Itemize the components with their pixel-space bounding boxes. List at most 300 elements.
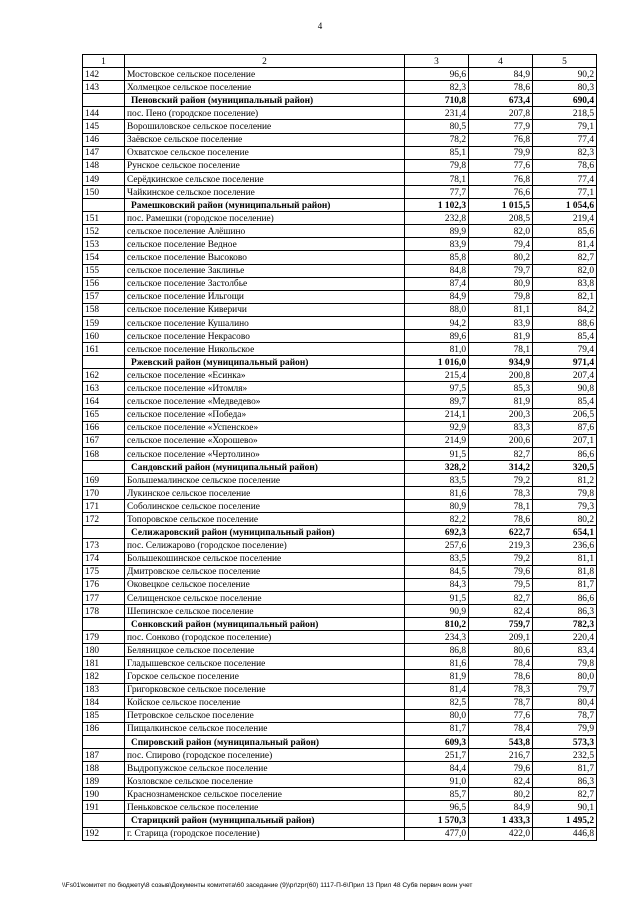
row-value-col5-cell: 87,6	[533, 421, 597, 434]
row-name-cell: Сонковский район (муниципальный район)	[125, 618, 405, 631]
row-number-cell: 143	[83, 81, 125, 94]
row-name-cell: пос. Рамешки (городское поселение)	[125, 212, 405, 225]
row-number-cell: 162	[83, 369, 125, 382]
row-number-cell: 191	[83, 801, 125, 814]
row-name-cell: пос. Сонково (городское поселение)	[125, 631, 405, 644]
row-name-cell: сельское поселение «Успенское»	[125, 421, 405, 434]
table-row	[83, 801, 597, 814]
row-name-cell: сельское поселение «Медведево»	[125, 395, 405, 408]
row-name-cell: сельское поселение Застолбье	[125, 277, 405, 290]
row-value-col3-cell: 78,1	[405, 172, 469, 185]
table-row	[83, 277, 597, 290]
row-value-col5-cell: 79,9	[533, 722, 597, 735]
district-row	[83, 460, 597, 473]
row-number-cell: 147	[83, 146, 125, 159]
row-value-col3-cell: 1 570,3	[405, 814, 469, 827]
row-value-col3-cell: 81,4	[405, 683, 469, 696]
row-value-col5-cell: 81,4	[533, 238, 597, 251]
row-value-col4-cell: 78,7	[469, 696, 533, 709]
row-value-col3-cell: 80,9	[405, 500, 469, 513]
row-value-col4-cell: 82,0	[469, 225, 533, 238]
subsidy-table	[82, 54, 597, 841]
row-number-cell: 177	[83, 591, 125, 604]
table-row	[83, 185, 597, 198]
row-value-col4-cell: 79,2	[469, 474, 533, 487]
row-number-cell: 146	[83, 133, 125, 146]
table-row	[83, 722, 597, 735]
row-name-cell: Заёвское сельское поселение	[125, 133, 405, 146]
row-value-col3-cell: 609,3	[405, 735, 469, 748]
table-row	[83, 762, 597, 775]
row-number-cell: 142	[83, 68, 125, 81]
row-value-col4-cell: 79,4	[469, 238, 533, 251]
district-row	[83, 735, 597, 748]
row-value-col3-cell: 87,4	[405, 277, 469, 290]
row-number-cell: 157	[83, 290, 125, 303]
row-number-cell: 155	[83, 264, 125, 277]
page-number: 4	[317, 21, 323, 31]
row-value-col4-cell: 1 015,5	[469, 199, 533, 212]
table-row	[83, 552, 597, 565]
row-value-col5-cell: 86,6	[533, 447, 597, 460]
row-value-col5-cell: 90,1	[533, 801, 597, 814]
row-value-col5-cell: 82,0	[533, 264, 597, 277]
row-value-col4-cell: 78,6	[469, 670, 533, 683]
table-row	[83, 421, 597, 434]
row-value-col5-cell: 236,6	[533, 539, 597, 552]
table-row	[83, 369, 597, 382]
row-value-col3-cell: 82,2	[405, 513, 469, 526]
row-value-col5-cell: 79,7	[533, 683, 597, 696]
row-value-col3-cell: 328,2	[405, 460, 469, 473]
row-value-col3-cell: 692,3	[405, 526, 469, 539]
row-value-col4-cell: 76,8	[469, 172, 533, 185]
row-name-cell: сельское поселение Ильгощи	[125, 290, 405, 303]
row-value-col5-cell: 86,6	[533, 591, 597, 604]
row-value-col4-cell: 78,1	[469, 500, 533, 513]
row-name-cell: Лукинское сельское поселение	[125, 487, 405, 500]
row-value-col3-cell: 96,6	[405, 68, 469, 81]
row-value-col4-cell: 208,5	[469, 212, 533, 225]
table-row	[83, 329, 597, 342]
row-number-cell: 178	[83, 604, 125, 617]
row-number-cell: 172	[83, 513, 125, 526]
row-value-col4-cell: 673,4	[469, 94, 533, 107]
row-name-cell: сельское поселение «Победа»	[125, 408, 405, 421]
table-row	[83, 68, 597, 81]
header-cell-col5: 5	[533, 55, 597, 68]
row-value-col3-cell: 90,9	[405, 604, 469, 617]
row-number-cell: 168	[83, 447, 125, 460]
header-cell-name: 2	[125, 55, 405, 68]
row-number-cell: 185	[83, 709, 125, 722]
table-row	[83, 107, 597, 120]
row-number-cell: 164	[83, 395, 125, 408]
row-name-cell: Пеновский район (муниципальный район)	[125, 94, 405, 107]
row-value-col3-cell: 83,5	[405, 552, 469, 565]
row-value-col3-cell: 92,9	[405, 421, 469, 434]
row-value-col4-cell: 79,2	[469, 552, 533, 565]
row-number-cell: 149	[83, 172, 125, 185]
row-value-col5-cell: 84,2	[533, 303, 597, 316]
row-value-col3-cell: 91,0	[405, 775, 469, 788]
row-number-cell: 182	[83, 670, 125, 683]
table-row	[83, 251, 597, 264]
row-value-col3-cell: 251,7	[405, 748, 469, 761]
table-row	[83, 225, 597, 238]
row-value-col3-cell: 85,1	[405, 146, 469, 159]
row-value-col5-cell: 1 054,6	[533, 199, 597, 212]
row-name-cell: Горское сельское поселение	[125, 670, 405, 683]
table-row	[83, 159, 597, 172]
row-value-col5-cell: 77,1	[533, 185, 597, 198]
row-value-col3-cell: 710,8	[405, 94, 469, 107]
table-row	[83, 696, 597, 709]
table-row	[83, 81, 597, 94]
row-value-col3-cell: 84,3	[405, 578, 469, 591]
row-number-cell	[83, 199, 125, 212]
row-value-col5-cell: 78,6	[533, 159, 597, 172]
row-value-col3-cell: 214,1	[405, 408, 469, 421]
row-value-col5-cell: 81,2	[533, 474, 597, 487]
table-row	[83, 303, 597, 316]
row-number-cell: 161	[83, 343, 125, 356]
row-value-col3-cell: 214,9	[405, 434, 469, 447]
table-row	[83, 120, 597, 133]
table-row	[83, 788, 597, 801]
row-value-col4-cell: 82,7	[469, 591, 533, 604]
row-number-cell: 148	[83, 159, 125, 172]
row-value-col3-cell: 81,6	[405, 657, 469, 670]
row-name-cell: сельское поселение Некрасово	[125, 329, 405, 342]
row-value-col4-cell: 79,9	[469, 146, 533, 159]
row-value-col5-cell: 82,1	[533, 290, 597, 303]
row-value-col5-cell: 80,4	[533, 696, 597, 709]
row-value-col4-cell: 76,8	[469, 133, 533, 146]
table-row	[83, 146, 597, 159]
row-number-cell	[83, 618, 125, 631]
row-value-col4-cell: 622,7	[469, 526, 533, 539]
row-value-col4-cell: 78,1	[469, 343, 533, 356]
row-value-col3-cell: 215,4	[405, 369, 469, 382]
table-row	[83, 591, 597, 604]
row-number-cell: 167	[83, 434, 125, 447]
table-row	[83, 395, 597, 408]
row-name-cell: пос. Селижарово (городское поселение)	[125, 539, 405, 552]
row-name-cell: сельское поселение «Чертолино»	[125, 447, 405, 460]
row-value-col3-cell: 81,9	[405, 670, 469, 683]
district-row	[83, 618, 597, 631]
row-value-col4-cell: 78,3	[469, 683, 533, 696]
row-number-cell: 179	[83, 631, 125, 644]
row-value-col4-cell: 84,9	[469, 801, 533, 814]
row-value-col3-cell: 89,9	[405, 225, 469, 238]
table-row	[83, 748, 597, 761]
row-value-col4-cell: 82,7	[469, 447, 533, 460]
row-number-cell: 151	[83, 212, 125, 225]
row-name-cell: Селижаровский район (муниципальный район)	[125, 526, 405, 539]
table-row	[83, 683, 597, 696]
row-number-cell: 158	[83, 303, 125, 316]
row-value-col4-cell: 78,3	[469, 487, 533, 500]
row-number-cell: 150	[83, 185, 125, 198]
row-name-cell: Серёдкинское сельское поселение	[125, 172, 405, 185]
row-value-col4-cell: 78,6	[469, 81, 533, 94]
row-number-cell: 166	[83, 421, 125, 434]
table-row	[83, 565, 597, 578]
row-name-cell: Григорковское сельское поселение	[125, 683, 405, 696]
table-row	[83, 487, 597, 500]
header-cell-number: 1	[83, 55, 125, 68]
row-name-cell: сельское поселение Высоково	[125, 251, 405, 264]
table-row	[83, 709, 597, 722]
row-value-col4-cell: 80,9	[469, 277, 533, 290]
row-value-col5-cell: 1 495,2	[533, 814, 597, 827]
row-name-cell: Пеньковское сельское поселение	[125, 801, 405, 814]
district-row	[83, 356, 597, 369]
row-value-col3-cell: 91,5	[405, 591, 469, 604]
row-name-cell: сельское поселение «Хорошево»	[125, 434, 405, 447]
row-value-col4-cell: 81,9	[469, 329, 533, 342]
row-number-cell: 187	[83, 748, 125, 761]
row-value-col3-cell: 1 102,3	[405, 199, 469, 212]
row-name-cell: Гладышевское сельское поселение	[125, 657, 405, 670]
row-number-cell	[83, 814, 125, 827]
row-number-cell: 176	[83, 578, 125, 591]
row-number-cell: 160	[83, 329, 125, 342]
row-number-cell: 181	[83, 657, 125, 670]
row-value-col5-cell: 83,8	[533, 277, 597, 290]
row-value-col5-cell: 81,8	[533, 565, 597, 578]
row-name-cell: сельское поселение «Есинка»	[125, 369, 405, 382]
row-name-cell: пос. Спирово (городское поселение)	[125, 748, 405, 761]
row-value-col5-cell: 220,4	[533, 631, 597, 644]
row-number-cell: 169	[83, 474, 125, 487]
row-value-col4-cell: 314,2	[469, 460, 533, 473]
row-value-col4-cell: 79,6	[469, 762, 533, 775]
row-value-col4-cell: 200,6	[469, 434, 533, 447]
row-number-cell: 154	[83, 251, 125, 264]
row-name-cell: сельское поселение Никольское	[125, 343, 405, 356]
row-value-col3-cell: 77,7	[405, 185, 469, 198]
row-value-col4-cell: 82,4	[469, 604, 533, 617]
row-value-col4-cell: 207,8	[469, 107, 533, 120]
row-name-cell: Ржевский район (муниципальный район)	[125, 356, 405, 369]
table-header-row	[83, 55, 597, 68]
row-value-col5-cell: 79,1	[533, 120, 597, 133]
row-value-col4-cell: 934,9	[469, 356, 533, 369]
table-row	[83, 500, 597, 513]
row-value-col4-cell: 200,8	[469, 369, 533, 382]
row-value-col3-cell: 82,3	[405, 81, 469, 94]
row-name-cell: Селищенское сельское поселение	[125, 591, 405, 604]
row-value-col4-cell: 216,7	[469, 748, 533, 761]
row-value-col4-cell: 78,6	[469, 513, 533, 526]
row-value-col5-cell: 90,2	[533, 68, 597, 81]
row-value-col4-cell: 80,6	[469, 644, 533, 657]
row-name-cell: Рамешковский район (муниципальный район)	[125, 199, 405, 212]
row-value-col5-cell: 690,4	[533, 94, 597, 107]
header-cell-col3: 3	[405, 55, 469, 68]
row-value-col5-cell: 83,4	[533, 644, 597, 657]
row-value-col5-cell: 81,7	[533, 762, 597, 775]
row-number-cell: 156	[83, 277, 125, 290]
table-row	[83, 447, 597, 460]
row-number-cell: 152	[83, 225, 125, 238]
row-value-col5-cell: 77,4	[533, 172, 597, 185]
row-value-col5-cell: 86,3	[533, 604, 597, 617]
table-row	[83, 290, 597, 303]
row-name-cell: Койское сельское поселение	[125, 696, 405, 709]
row-name-cell: Соболинское сельское поселение	[125, 500, 405, 513]
table-row	[83, 212, 597, 225]
row-value-col4-cell: 219,3	[469, 539, 533, 552]
row-value-col3-cell: 477,0	[405, 827, 469, 840]
row-value-col5-cell: 320,5	[533, 460, 597, 473]
row-number-cell	[83, 735, 125, 748]
row-number-cell	[83, 356, 125, 369]
row-value-col5-cell: 86,3	[533, 775, 597, 788]
table-row	[83, 343, 597, 356]
table-row	[83, 264, 597, 277]
table-row	[83, 474, 597, 487]
row-value-col3-cell: 89,7	[405, 395, 469, 408]
row-value-col5-cell: 88,6	[533, 316, 597, 329]
row-value-col5-cell: 85,4	[533, 395, 597, 408]
row-value-col5-cell: 207,1	[533, 434, 597, 447]
row-value-col5-cell: 81,1	[533, 552, 597, 565]
row-value-col3-cell: 83,5	[405, 474, 469, 487]
row-value-col4-cell: 422,0	[469, 827, 533, 840]
row-name-cell: Мостовское сельское поселение	[125, 68, 405, 81]
row-value-col3-cell: 79,8	[405, 159, 469, 172]
row-value-col5-cell: 78,7	[533, 709, 597, 722]
row-number-cell: 180	[83, 644, 125, 657]
row-number-cell: 188	[83, 762, 125, 775]
row-value-col4-cell: 78,4	[469, 657, 533, 670]
row-value-col5-cell: 81,7	[533, 578, 597, 591]
row-value-col5-cell: 85,6	[533, 225, 597, 238]
row-value-col3-cell: 84,4	[405, 762, 469, 775]
row-value-col3-cell: 85,7	[405, 788, 469, 801]
row-value-col5-cell: 207,4	[533, 369, 597, 382]
row-value-col5-cell: 782,3	[533, 618, 597, 631]
row-number-cell: 171	[83, 500, 125, 513]
row-name-cell: Старицкий район (муниципальный район)	[125, 814, 405, 827]
row-number-cell: 186	[83, 722, 125, 735]
row-number-cell: 163	[83, 382, 125, 395]
row-value-col4-cell: 83,3	[469, 421, 533, 434]
table-row	[83, 775, 597, 788]
row-number-cell: 175	[83, 565, 125, 578]
row-value-col5-cell: 654,1	[533, 526, 597, 539]
row-name-cell: сельское поселение Кушалино	[125, 316, 405, 329]
row-value-col5-cell: 79,4	[533, 343, 597, 356]
row-value-col5-cell: 573,3	[533, 735, 597, 748]
row-number-cell	[83, 460, 125, 473]
district-row	[83, 814, 597, 827]
row-number-cell: 190	[83, 788, 125, 801]
row-value-col4-cell: 79,6	[469, 565, 533, 578]
row-value-col5-cell: 82,7	[533, 788, 597, 801]
row-name-cell: пос. Пено (городское поселение)	[125, 107, 405, 120]
row-value-col3-cell: 84,5	[405, 565, 469, 578]
row-name-cell: Шепинское сельское поселение	[125, 604, 405, 617]
row-name-cell: сельское поселение Киверичи	[125, 303, 405, 316]
row-value-col3-cell: 96,5	[405, 801, 469, 814]
row-name-cell: Сандовский район (муниципальный район)	[125, 460, 405, 473]
table-row	[83, 604, 597, 617]
row-name-cell: Беляницкое сельское поселение	[125, 644, 405, 657]
row-value-col3-cell: 80,5	[405, 120, 469, 133]
row-value-col5-cell: 79,8	[533, 657, 597, 670]
row-name-cell: сельское поселение Алёшино	[125, 225, 405, 238]
row-value-col4-cell: 85,3	[469, 382, 533, 395]
row-number-cell: 153	[83, 238, 125, 251]
row-value-col5-cell: 82,3	[533, 146, 597, 159]
row-name-cell: Краснознаменское сельское поселение	[125, 788, 405, 801]
row-value-col4-cell: 81,9	[469, 395, 533, 408]
row-number-cell: 144	[83, 107, 125, 120]
table-row	[83, 670, 597, 683]
row-value-col3-cell: 1 016,0	[405, 356, 469, 369]
row-value-col5-cell: 206,5	[533, 408, 597, 421]
row-value-col4-cell: 78,4	[469, 722, 533, 735]
row-value-col3-cell: 85,8	[405, 251, 469, 264]
table-row	[83, 382, 597, 395]
row-value-col3-cell: 84,9	[405, 290, 469, 303]
row-value-col3-cell: 231,4	[405, 107, 469, 120]
row-value-col3-cell: 810,2	[405, 618, 469, 631]
row-name-cell: Петровское сельское поселение	[125, 709, 405, 722]
row-number-cell: 183	[83, 683, 125, 696]
row-number-cell	[83, 526, 125, 539]
row-value-col4-cell: 80,2	[469, 251, 533, 264]
row-value-col4-cell: 200,3	[469, 408, 533, 421]
table-row	[83, 644, 597, 657]
row-value-col3-cell: 81,0	[405, 343, 469, 356]
row-value-col5-cell: 85,4	[533, 329, 597, 342]
row-number-cell: 189	[83, 775, 125, 788]
row-value-col4-cell: 84,9	[469, 68, 533, 81]
row-name-cell: Большемалинское сельское поселение	[125, 474, 405, 487]
row-value-col4-cell: 77,6	[469, 709, 533, 722]
row-value-col3-cell: 86,8	[405, 644, 469, 657]
row-value-col3-cell: 80,0	[405, 709, 469, 722]
row-value-col5-cell: 219,4	[533, 212, 597, 225]
row-value-col4-cell: 209,1	[469, 631, 533, 644]
row-value-col4-cell: 81,1	[469, 303, 533, 316]
row-value-col4-cell: 77,9	[469, 120, 533, 133]
table-row	[83, 434, 597, 447]
row-value-col5-cell: 971,4	[533, 356, 597, 369]
row-value-col3-cell: 232,8	[405, 212, 469, 225]
row-value-col4-cell: 80,2	[469, 788, 533, 801]
row-value-col4-cell: 79,8	[469, 290, 533, 303]
row-value-col3-cell: 91,5	[405, 447, 469, 460]
row-value-col4-cell: 79,5	[469, 578, 533, 591]
row-name-cell: Спировский район (муниципальный район)	[125, 735, 405, 748]
row-value-col5-cell: 77,4	[533, 133, 597, 146]
row-value-col4-cell: 79,7	[469, 264, 533, 277]
row-name-cell: г. Старица (городское поселение)	[125, 827, 405, 840]
row-value-col5-cell: 232,5	[533, 748, 597, 761]
table-row	[83, 513, 597, 526]
row-name-cell: Охватское сельское поселение	[125, 146, 405, 159]
row-name-cell: сельское поселение Ведное	[125, 238, 405, 251]
row-name-cell: Козловское сельское поселение	[125, 775, 405, 788]
row-value-col5-cell: 82,7	[533, 251, 597, 264]
